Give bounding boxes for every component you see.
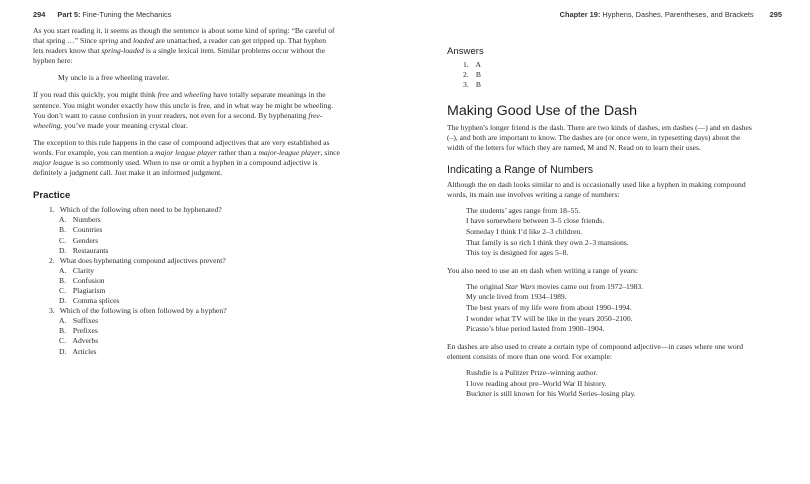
subsection-heading: Indicating a Range of Numbers [447,163,594,176]
left-running-head [33,10,171,19]
text-line: hyphen here: [33,56,73,66]
option-text: Numbers [71,215,101,225]
text-line: words, its main use involves writing a range of numbers: [447,189,620,199]
page-number-right: 295 [769,10,782,19]
answer-item [463,80,782,90]
text-line: words. For example, you can mention a major league player rather than a major-league player, since [33,147,340,157]
part-label: Part 5: [57,10,81,19]
text-line: En dashes are also used to create a certain type of compound adjective—in cases where one word [447,341,744,351]
option-letter: A. [59,265,67,275]
option-letter: A. [59,215,67,225]
text-line: width of the letters for which they are named, M and N. Read on to learn their uses. [447,143,701,153]
paragraph-exception [33,138,381,178]
text-line: major league is so commonly used. When to use or omit a hyphen in a compound adjective is [33,158,318,168]
option-letter: B. [59,225,66,235]
answer-number: 2. [463,70,469,80]
answer-option [59,215,381,225]
text-line: The hyphen’s longer friend is the dash. There are two kinds of dashes, em dashes (—) and en dashes [447,123,752,133]
answer-option [59,266,381,276]
paragraph-dash-intro [447,123,782,153]
question-text: Which of the following is often followed by a hyphen? [58,306,227,316]
example-line: The best years of my life were from about 1990–1994. [466,303,632,312]
practice-question [49,205,381,255]
answer-letter: B [474,80,481,90]
option-text: Clarity [71,265,94,275]
answer-item [463,60,782,70]
year-examples [447,282,782,335]
answer-option [59,286,381,296]
option-letter: D. [59,245,67,255]
option-text: Restaurants [71,245,109,255]
option-letter: C. [59,285,66,295]
option-letter: A. [59,316,67,326]
text-line: Although the en dash looks similar to and is occasionally used like a hyphen in making compound [447,179,746,189]
answer-option [59,276,381,286]
question-number: 3. [49,306,55,316]
option-text: Adverbs [71,336,99,346]
option-text: Articles [71,346,97,356]
option-text: Suffixes [71,316,99,326]
paragraph-compound-intro [447,342,782,362]
answer-item [463,70,782,80]
paragraph-years-intro: You also need to use an en dash when writing a range of years: [447,265,638,275]
answer-options [49,266,381,306]
right-running-head [560,10,782,19]
question-text: Which of the following often need to be hyphenated? [58,205,222,215]
chapter-title: Hyphens, Dashes, Parentheses, and Brackets [602,10,754,19]
answer-option [59,225,381,235]
option-letter: D. [59,296,67,306]
option-letter: B. [59,275,66,285]
answer-letter: B [474,70,481,80]
example-line: Buckner is still known for his World Series–losing play. [466,389,636,399]
question-text: What does hyphenating compound adjectives prevent? [58,255,226,265]
paragraph-spring-loaded [33,26,381,66]
option-text: Confusion [71,275,105,285]
text-line: wheeling, you’ve made your meaning crystal clear. [33,120,188,130]
example-line: I love reading about pre–World War II history. [466,378,607,388]
text-line: As you start reading it, it seems as though the sentence is about some kind of spring: “Be careful of [33,26,335,35]
text-line: The exception to this rule happens in the case of compound adjectives that are very established as [33,137,330,147]
chapter-label: Chapter 19: [559,10,601,19]
question-number: 2. [49,255,55,265]
example-line: The original Star Wars movies came out from 1972–1983. [466,281,644,291]
text-line: (–), and both are important to know. The dashes are (or once were, in typesetting days) about the [447,133,741,143]
practice-heading: Practice [33,190,71,202]
answer-option [59,236,381,246]
text-line: that spring …” Since spring and loaded are unattached, a reader can get tripped up. That hyphen [33,36,326,46]
option-letter: C. [59,336,66,346]
range-examples [447,206,782,259]
example-line: The students’ ages range from 18–55. [466,205,581,215]
text-line: If you read this quickly, you might think free and wheeling have totally separate meanings in the [33,90,326,100]
part-title: Fine-Tuning the Mechanics [82,10,172,19]
example-line: Picasso’s blue period lasted from 1900–1904. [466,324,605,334]
paragraph-range-intro [447,180,782,200]
compound-examples [447,368,782,400]
text-line: lets readers know that spring-loaded is a single lexical item. Similar problems occur without the [33,46,326,56]
answer-option [59,347,381,357]
answer-option [59,246,381,256]
example-sentence: My uncle is a free wheeling traveler. [58,73,170,83]
paragraph-free-wheeling [33,90,381,130]
option-text: Countries [71,225,103,235]
answer-options [49,215,381,255]
answer-option [59,316,381,326]
question-number: 1. [49,205,55,215]
practice-questions [33,205,381,356]
answer-option [59,296,381,306]
right-page [405,0,810,484]
example-line: Someday I think I’d like 2–3 children. [466,226,583,236]
option-text: Plagiarism [71,285,106,295]
example-line: That family is so rich I think they own 2–3 mansions. [466,237,629,247]
option-letter: D. [59,346,67,356]
text-line: sentence. You might wonder exactly how this uncle is free, and in what way he might be wheeling. [33,100,334,110]
example-line: This toy is designed for ages 5–8. [466,248,569,258]
text-line: You don’t want to cause confusion in your readers, not even for a second. By hyphenating free- [33,110,323,120]
option-text: Prefixes [71,326,98,336]
page-number-left: 294 [33,10,46,19]
option-letter: C. [59,235,66,245]
practice-question [49,256,381,306]
text-line: element consists of more than one word. For example: [447,351,613,361]
example-line: Rushdie is a Pulitzer Prize–winning author. [466,367,598,377]
answers-list [447,60,782,90]
option-text: Genders [71,235,99,245]
answer-number: 3. [463,80,469,90]
answers-heading: Answers [447,46,484,57]
answer-options [49,316,381,356]
option-text: Comma splices [71,296,120,306]
practice-question [49,306,381,356]
example-line: My uncle lived from 1934–1989. [466,292,567,302]
example-line: I have somewhere between 3–5 close friends. [466,216,605,226]
answer-option [59,336,381,346]
example-line: I wonder what TV will be like in the years 2050–2100. [466,313,633,323]
answer-number: 1. [463,60,469,69]
option-letter: B. [59,326,66,336]
text-line: definitely a judgment call. Just make it an informed judgment. [33,168,223,178]
answer-option [59,326,381,336]
section-heading: Making Good Use of the Dash [447,103,638,120]
answer-letter: A [474,60,481,69]
